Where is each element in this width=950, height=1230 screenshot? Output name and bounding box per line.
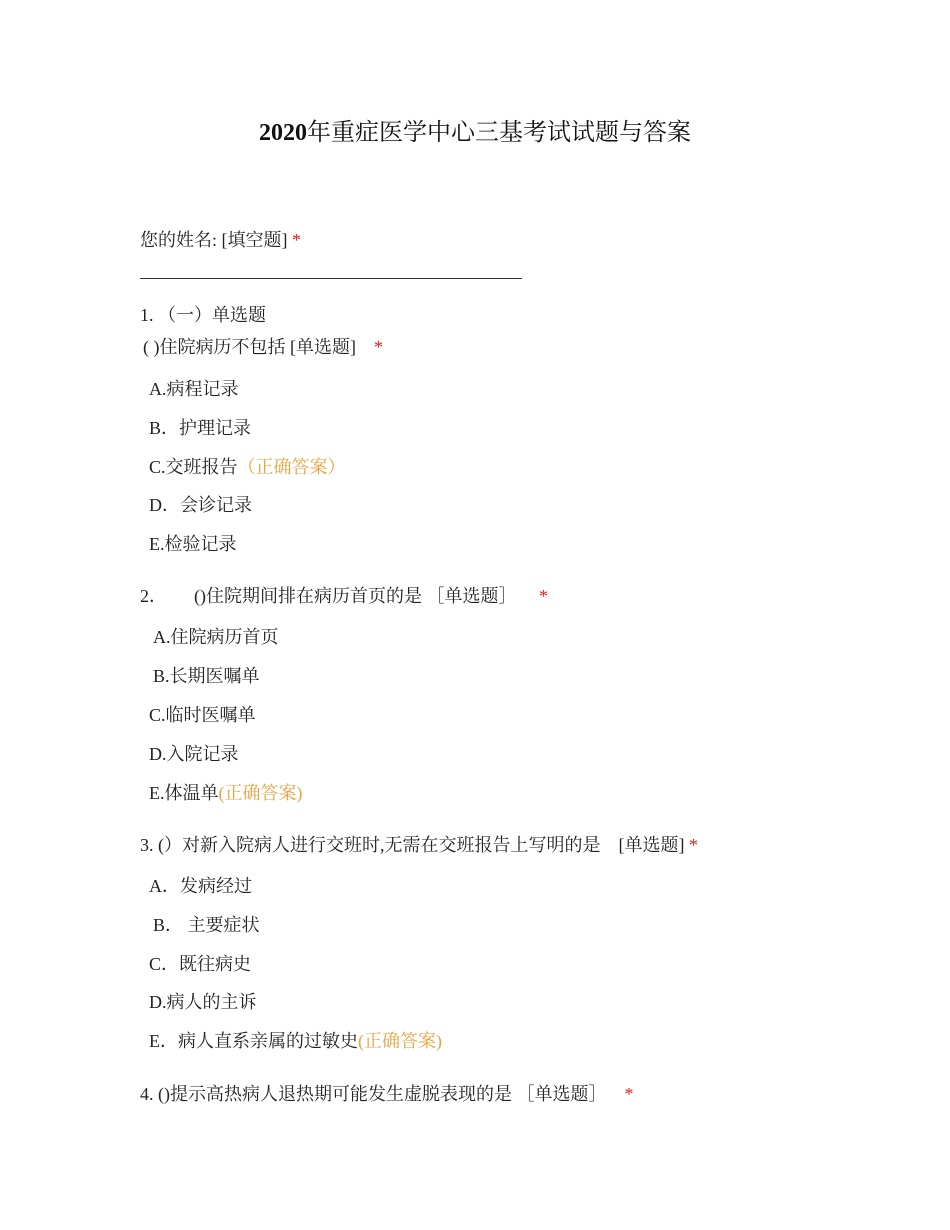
question-3-stem: 3. (）对新入院病人进行交班时,无需在交班报告上写明的是 [单选题] *	[140, 835, 698, 855]
correct-answer-tag: (正确答案)	[358, 1031, 442, 1051]
question-4-stem: 4. ()提示高热病人退热期可能发生虚脱表现的是 ［单选题］ *	[140, 1084, 634, 1104]
q1-option-c[interactable]: C.交班报告（正确答案）	[149, 457, 346, 477]
q2-option-b[interactable]: B.长期医嘱单	[153, 666, 260, 686]
q1-option-b[interactable]: B．护理记录	[149, 418, 252, 438]
required-mark: *	[688, 835, 698, 855]
q2-option-a[interactable]: A.住院病历首页	[153, 627, 279, 647]
correct-answer-tag: (正确答案)	[218, 783, 303, 803]
q2-option-c[interactable]: C.临时医嘱单	[149, 705, 256, 725]
q1-option-e[interactable]: E.检验记录	[149, 534, 237, 554]
q3-option-c[interactable]: C．既往病史	[149, 954, 252, 974]
question-2-stem: 2． ()住院期间排在病历首页的是 ［单选题］ *	[140, 586, 548, 606]
required-mark: *	[373, 337, 383, 357]
required-mark: *	[624, 1084, 634, 1104]
q3-option-a[interactable]: A．发病经过	[149, 876, 252, 896]
required-mark: *	[292, 230, 301, 250]
q3-option-d[interactable]: D.病人的主诉	[149, 992, 257, 1012]
required-mark: *	[539, 586, 548, 606]
q2-option-d[interactable]: D.入院记录	[149, 744, 239, 764]
name-field-label: 您的姓名: [填空题] *	[140, 230, 301, 250]
correct-answer-tag: （正确答案）	[237, 457, 346, 477]
q3-option-b[interactable]: B． 主要症状	[153, 915, 260, 935]
q1-option-a[interactable]: A.病程记录	[149, 379, 239, 399]
page-title: 2020年重症医学中心三基考试试题与答案	[259, 120, 691, 146]
question-1-stem: ( )住院病历不包括 [单选题] *	[143, 337, 383, 357]
name-input-line[interactable]	[140, 278, 522, 279]
q1-option-d[interactable]: D．会诊记录	[149, 495, 252, 515]
q2-option-e[interactable]: E.体温单(正确答案)	[149, 783, 303, 803]
q3-option-e[interactable]: E．病人直系亲属的过敏史(正确答案)	[149, 1031, 442, 1051]
section-heading: 1. （一）单选题	[140, 305, 266, 325]
